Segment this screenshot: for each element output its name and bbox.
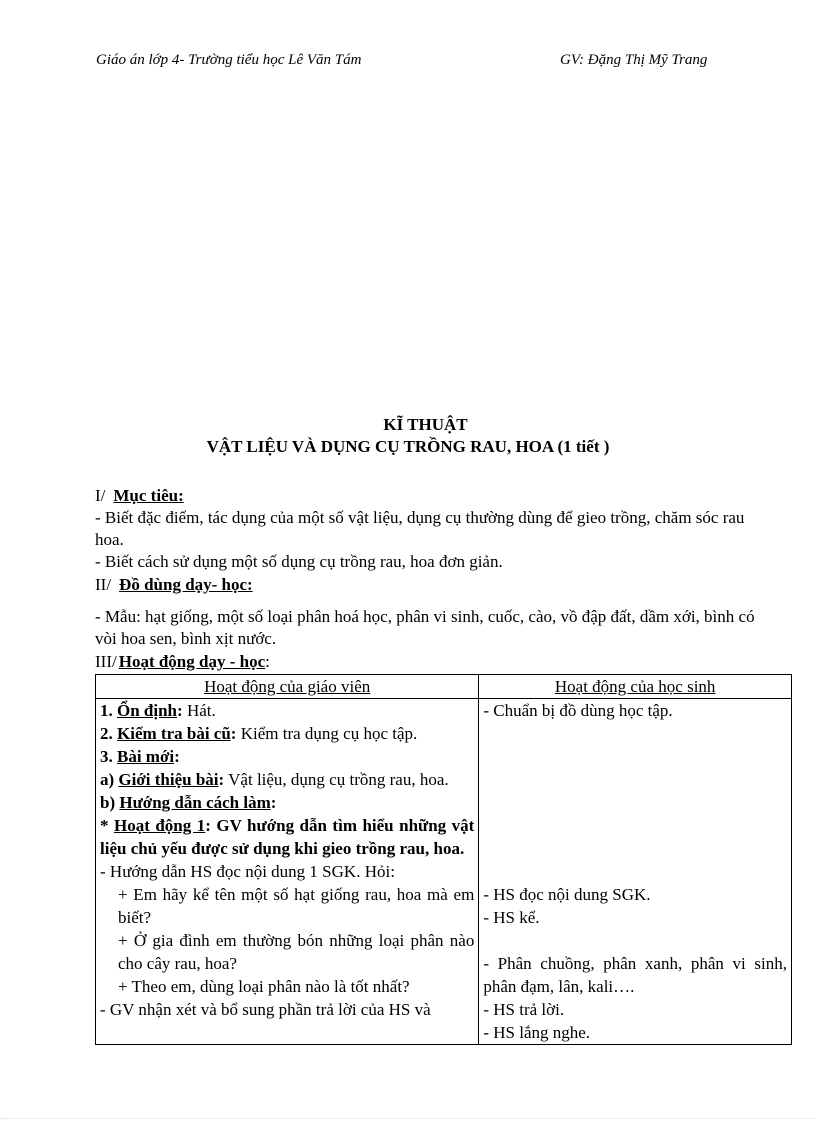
student-step-1: - Chuẩn bị đồ dùng học tập. — [483, 701, 673, 720]
teacher-feedback: - GV nhận xét và bổ sung phần trả lời của HS và — [100, 1000, 431, 1019]
page-header — [96, 52, 720, 74]
activities-heading: III/ Hoạt động dạy - học: — [95, 652, 270, 671]
teacher-column-header: Hoạt động của giáo viên — [96, 675, 479, 699]
student-answer: - HS trả lời. — [483, 1000, 565, 1019]
objectives-heading: I/ Mục tiêu: — [95, 486, 184, 505]
student-activities-cell — [479, 699, 792, 1045]
teacher-activity-1: * Hoạt động 1: GV hướng dẫn tìm hiểu những vật liệu chủ yếu được sử dụng khi gieo trồng rau, hoa. — [100, 816, 475, 858]
teacher-activities-cell — [96, 699, 479, 1045]
section-materials — [95, 574, 765, 650]
page-bottom-edge — [0, 1118, 816, 1119]
activities-table — [95, 674, 792, 1045]
teacher-step-3: 3. Bài mới: — [100, 747, 180, 766]
teacher-step-2: 2. Kiểm tra bài cũ: Kiểm tra dụng cụ học tập. — [100, 724, 418, 743]
student-fertilizers: - Phân chuồng, phân xanh, phân vi sinh, phân đạm, lân, kali…. — [483, 954, 787, 996]
section-objectives — [95, 485, 765, 573]
student-listen: - HS lắng nghe. — [483, 1023, 591, 1042]
subject-title: KĨ THUẬT — [383, 415, 468, 434]
student-read: - HS đọc nội dung SGK. — [483, 885, 651, 904]
lesson-title-block — [0, 414, 816, 458]
teacher-step-guide: b) Hướng dẫn cách làm: — [100, 793, 277, 812]
materials-line-1: - Mẫu: hạt giống, một số loại phân hoá học, phân vi sinh, cuốc, cào, vồ đập đất, dầm xới, bình có vòi hoa sen, bình xịt nước. — [95, 607, 755, 648]
student-list: - HS kể. — [483, 908, 540, 927]
teacher-step-intro: a) Giới thiệu bài: Vật liệu, dụng cụ trồng rau, hoa. — [100, 770, 449, 789]
teacher-question-3: + Theo em, dùng loại phân nào là tốt nhất? — [118, 977, 410, 996]
materials-heading: II/ Đồ dùng dạy- học: — [95, 575, 253, 594]
lesson-title: VẬT LIỆU VÀ DỤNG CỤ TRỒNG RAU, HOA (1 tiết ) — [206, 437, 610, 456]
student-column-header: Hoạt động của học sinh — [479, 675, 792, 699]
section-activities — [95, 651, 765, 673]
header-teacher: GV: Đặng Thị Mỹ Trang — [560, 52, 708, 68]
teacher-question-1: + Em hãy kể tên một số hạt giống rau, hoa mà em biết? — [118, 885, 475, 927]
teacher-instruction: - Hướng dẫn HS đọc nội dung 1 SGK. Hỏi: — [100, 862, 395, 881]
table-row — [96, 699, 792, 1045]
table-header-row — [96, 675, 792, 699]
objectives-line-2: - Biết cách sử dụng một số dụng cụ trồng rau, hoa đơn giản. — [95, 552, 503, 571]
objectives-line-1: - Biết đặc điểm, tác dụng của một số vật liệu, dụng cụ thường dùng để gieo trồng, chăm sóc rau hoa. — [95, 508, 745, 549]
teacher-step-1: 1. Ổn định: Hát. — [100, 701, 216, 720]
header-school: Giáo án lớp 4- Trường tiểu học Lê Văn Tám — [96, 52, 362, 68]
teacher-question-2: + Ở gia đình em thường bón những loại phân nào cho cây rau, hoa? — [118, 931, 475, 973]
